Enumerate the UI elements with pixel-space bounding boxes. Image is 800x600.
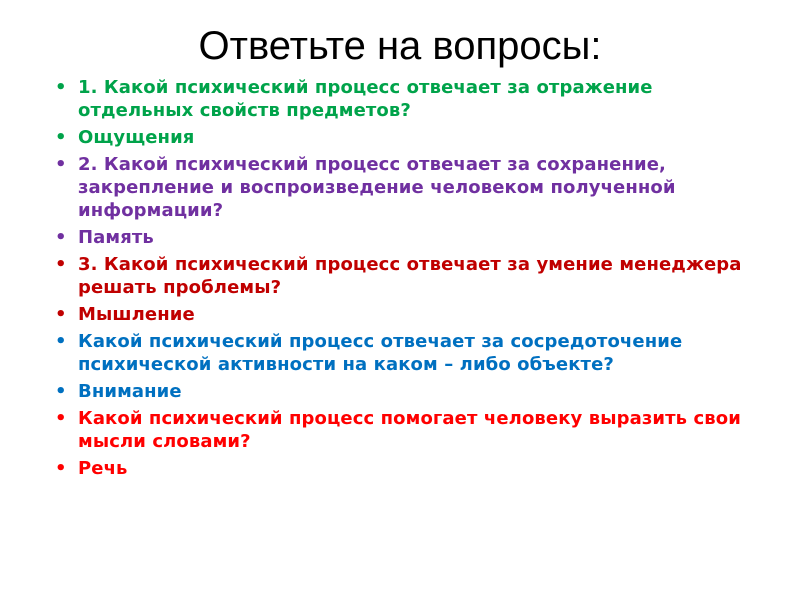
list-item-question-1 (55, 76, 755, 122)
answer-text: Речь (78, 458, 128, 479)
answer-text: Мышление (78, 304, 195, 325)
bullet-icon: • (55, 408, 67, 429)
bullet-icon: • (55, 227, 67, 248)
question-text: 2. Какой психический процесс отвечает за сохранение, закрепление и воспроизведение человеком полученной информации? (78, 154, 676, 221)
bullet-icon: • (55, 254, 67, 275)
bullet-icon: • (55, 154, 67, 175)
bullet-icon: • (55, 304, 67, 325)
question-text: Какой психический процесс отвечает за сосредоточение психической активности на каком – либо объекте? (78, 331, 683, 375)
question-text: Какой психический процесс помогает человеку выразить свои мысли словами? (78, 408, 741, 452)
question-list (55, 76, 755, 484)
list-item-answer-1 (55, 126, 755, 149)
list-item-question-2 (55, 153, 755, 222)
bullet-icon: • (55, 77, 67, 98)
question-text: 3. Какой психический процесс отвечает за умение менеджера решать проблемы? (78, 254, 742, 298)
list-item-question-3 (55, 253, 755, 299)
bullet-icon: • (55, 458, 67, 479)
list-item-answer-3 (55, 303, 755, 326)
bullet-icon: • (55, 331, 67, 352)
question-text: 1. Какой психический процесс отвечает за отражение отдельных свойств предметов? (78, 77, 653, 121)
answer-text: Память (78, 227, 154, 248)
list-item-question-5 (55, 407, 755, 453)
list-item-question-4 (55, 330, 755, 376)
bullet-icon: • (55, 381, 67, 402)
list-item-answer-5 (55, 457, 755, 480)
answer-text: Внимание (78, 381, 182, 402)
answer-text: Ощущения (78, 127, 195, 148)
bullet-icon: • (55, 127, 67, 148)
slide-title: Ответьте на вопросы: (198, 24, 602, 68)
list-item-answer-2 (55, 226, 755, 249)
list-item-answer-4 (55, 380, 755, 403)
